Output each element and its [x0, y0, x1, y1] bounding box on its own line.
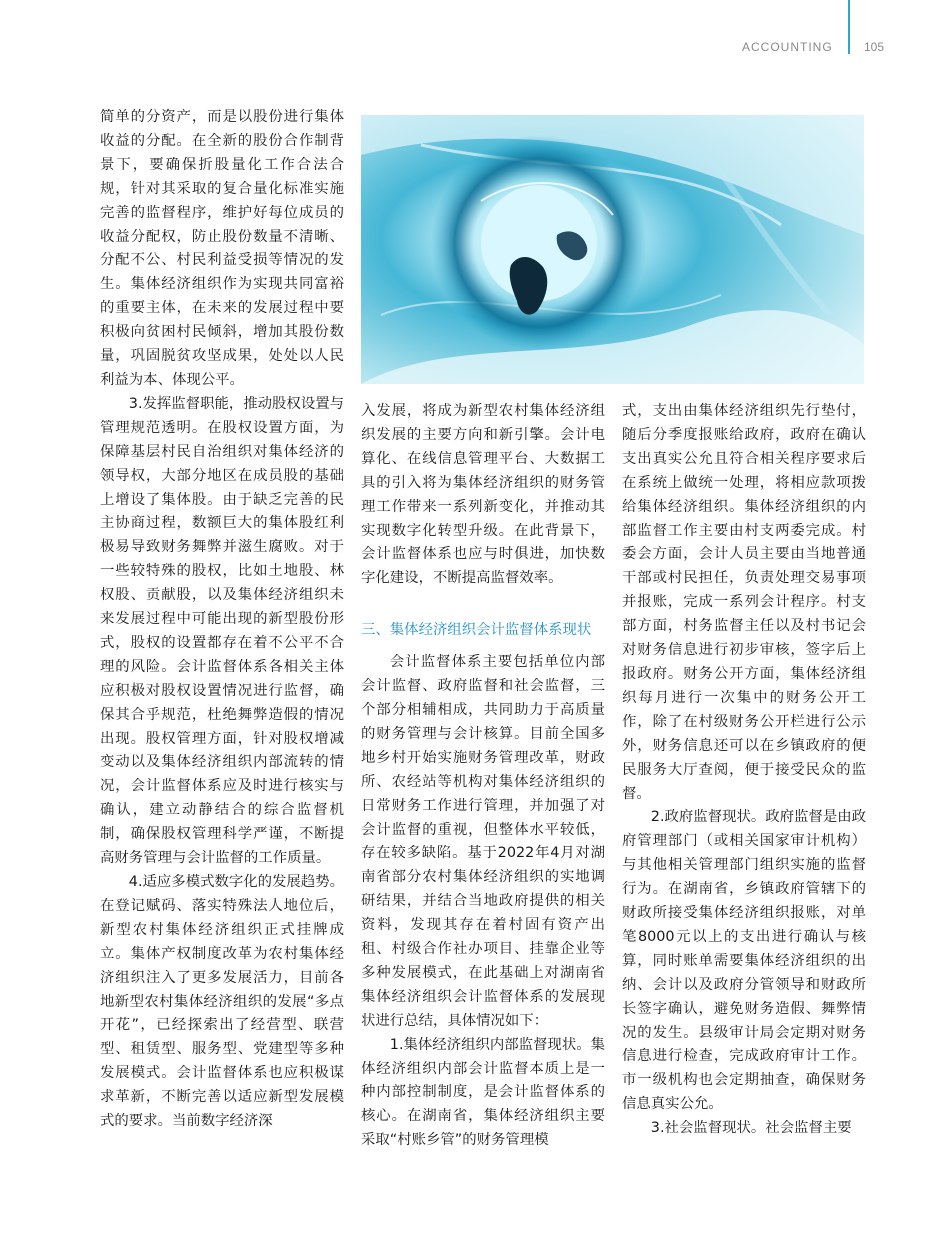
globe-swirl-image — [361, 115, 864, 384]
paragraph: 入发展，将成为新型农村集体经济组织发展的主要方向和新引擎。会计电算化、在线信息管理平台、大数据工具的引入将为集体经济组织的财务管理工作带来一系列新变化，并推动其实现数字化转型升级。在此背景下，会计监督体系也应与时俱进，加快数字化建设，不断提高监督效率。 — [361, 403, 605, 587]
paragraph: 3.社会监督现状。社会监督主要 — [650, 1120, 852, 1137]
header-divider — [848, 0, 850, 54]
text-column-2 — [361, 400, 605, 1153]
paragraph: 1.集体经济组织内部监督现状。集体经济组织内部会计监督本质上是一种内部控制制度，是会计监督体系的核心。在湖南省，集体经济组织主要采取“村账乡管”的财务管理模 — [361, 1036, 605, 1149]
globe-swirl-icon — [361, 115, 864, 384]
paragraph: 4.适应多模式数字化的发展趋势。在登记赋码、落实特殊法人地位后，新型农村集体经济组织正式挂牌成立。集体产权制度改革为农村集体经济组织注入了更多发展活力，目前各地新型农村集体经济组织的发展“多点开花”，已经探索出了经营型、联营型、租赁型、服务型、党建型等多种发展模式。会计监督体系也应积极谋求革新，不断完善以适应新型发展模式的要求。当前数字经济深 — [100, 874, 344, 1130]
paragraph: 3.发挥监督职能，推动股权设置与管理规范透明。在股权设置方面，为保障基层村民自治组织对集体经济的领导权，大部分地区在成员股的基础上增设了集体股。由于缺乏完善的民主协商过程，数额巨大的集体股红利极易导致财务舞弊并滋生腐败。对于一些较特殊的股权，比如土地股、林权股、贡献股，以及集体经济组织未来发展过程中可能出现的新型股份形式，股权的设置都存在着不公平不合理的风险。会计监督体系各相关主体应积极对股权设置情况进行监督，确保其合乎规范，杜绝舞弊造假的情况出现。股权管理方面，针对股权增减变动以及集体经济组织内部流转的情况，会计监督体系应及时进行核实与确认，建立动静结合的综合监督机制，确保股权管理科学严谨，不断提高财务管理与会计监督的工作质量。 — [100, 395, 344, 867]
text-column-3 — [622, 400, 866, 1141]
section-label: ACCOUNTING — [742, 40, 833, 54]
page-number: 105 — [864, 40, 885, 54]
paragraph: 2.政府监督现状。政府监督是由政府管理部门（或相关国家审计机构）与其他相关管理部门组织实施的监督行为。在湖南省，乡镇政府管辖下的财政所接受集体经济组织报账，对单笔8000元以上的支出进行确认与核算，同时账单需要集体经济组织的出纳、会计以及政府分管领导和财政所长签字确认，避免财务造假、舞弊情况的发生。县级审计局会定期对财务信息进行检查，完成政府审计工作。市一级机构也会定期抽查，确保财务信息真实公允。 — [622, 809, 866, 1113]
paragraph: 简单的分资产，而是以股份进行集体收益的分配。在全新的股份合作制背景下，要确保折股量化工作合法合规，针对其采取的复合量化标准实施完善的监督程序，维护好每位成员的收益分配权，防止股份数量不清晰、分配不公、村民利益受损等情况的发生。集体经济组织作为实现共同富裕的重要主体，在未来的发展过程中要积极向贫困村民倾斜，增加其股份数量，巩固脱贫攻坚成果，处处以人民利益为本、体现公平。 — [100, 109, 344, 388]
paragraph: 会计监督体系主要包括单位内部会计监督、政府监督和社会监督，三个部分相辅相成，共同助力于高质量的财务管理与会计核算。目前全国多地乡村开始实施财务管理改革，财政所、农经站等机构对集体经济组织的日常财务工作进行管理，并加强了对会计监督的重视，但整体水平较低，存在较多缺陷。基于2022年4月对湖南省部分农村集体经济组织的实地调研结果，并结合当地政府提供的相关资料，发现其存在着村固有资产出租、村级合作社办项目、挂靠企业等多种发展模式，在此基础上对湖南省集体经济组织会计监督体系的发展现状进行总结，具体情况如下： — [361, 654, 605, 1029]
text-column-1 — [100, 106, 344, 1134]
section-heading: 三、集体经济组织会计监督体系现状 — [361, 622, 592, 639]
paragraph: 式，支出由集体经济组织先行垫付，随后分季度报账给政府，政府在确认支出真实公允且符合相关程序要求后在系统上做统一处理，将相应款项拨给集体经济组织。集体经济组织的内部监督工作主要由村支两委完成。村委会方面，会计人员主要由当地普通干部或村民担任，负责处理交易事项并报账，完成一系列会计程序。村支部方面，村务监督主任以及村书记会对财务信息进行初步审核，签字后上报政府。财务公开方面，集体经济组织每月进行一次集中的财务公开工作，除了在村级财务公开栏进行公示外，财务信息还可以在乡镇政府的便民服务大厅查阅，便于接受民众的监督。 — [622, 403, 866, 802]
